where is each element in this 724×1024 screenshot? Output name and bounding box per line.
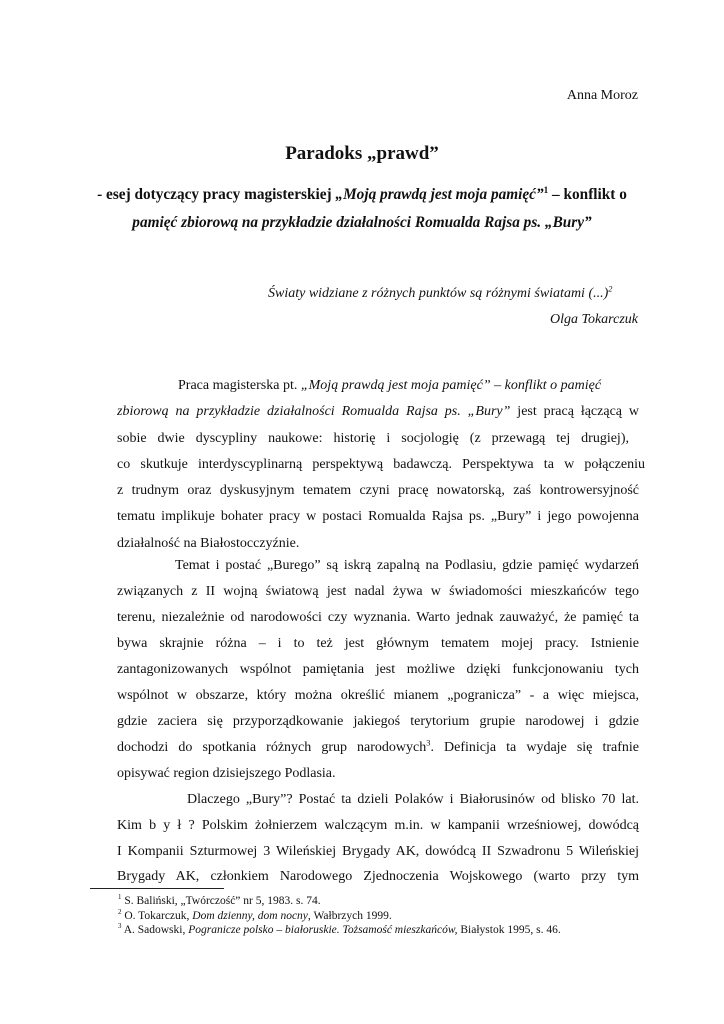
body-thesis-title: „Moją prawdą jest moja pamięć” – konflikt o pamięć bbox=[300, 378, 602, 393]
body-line: Dlaczego „Bury”? Postać ta dzieli Polaków i Białorusinów od blisko 70 lat. bbox=[187, 792, 639, 807]
subtitle-text: - esej dotyczący pracy magisterskiej bbox=[97, 186, 336, 203]
subtitle-line-2 bbox=[0, 214, 724, 232]
body-line: zantagonizowanych wspólnot pamiętania jest możliwe dzięki funkcjonowaniu tych bbox=[117, 662, 639, 677]
body-line bbox=[178, 378, 639, 394]
body-thesis-title: zbiorową na przykładzie działalności Romualda Rajsa ps. „Bury” bbox=[117, 404, 511, 419]
body-line: działalność na Białostocczyźnie. bbox=[117, 536, 300, 551]
body-text: dochodzi do spotkania różnych grup narodowych bbox=[117, 740, 427, 755]
subtitle-thesis-title: „Moją prawdą jest moja pamięć” bbox=[335, 186, 544, 203]
body-line: Kim b y ł ? Polskim żołnierzem walczącym m.in. w kampanii wrześniowej, dowódcą bbox=[117, 818, 639, 833]
body-line: co skutkuje interdyscyplinarną perspektywą badawczą. Perspektywa ta w połączeniu bbox=[117, 457, 645, 472]
subtitle-thesis-title: pamięć zbiorową na przykładzie działalności Romualda Rajsa ps. „Bury” bbox=[132, 214, 592, 231]
body-line: I Kompanii Szturmowej 3 Wileńskiej Brygady AK, dowódcą II Szwadronu 5 Wileńskiej bbox=[117, 844, 639, 859]
footnote-book-title: Pogranicze polsko – białoruskie. Tożsamość mieszkańców, bbox=[188, 924, 458, 936]
footnote-3 bbox=[118, 924, 561, 936]
body-line: Brygady AK, członkiem Narodowego Zjednoczenia Wojskowego (warto przy tym bbox=[117, 869, 639, 884]
footnote-ref-3[interactable]: 3 bbox=[426, 738, 431, 748]
footnote-text: Białystok 1995, s. 46. bbox=[457, 924, 561, 936]
body-line: Temat i postać „Burego” są iskrą zapalną na Podlasiu, gdzie pamięć wydarzeń bbox=[175, 558, 639, 573]
epigraph-text: Światy widziane z różnych punktów są różnymi światami (...) bbox=[268, 286, 609, 301]
footnote-separator bbox=[90, 888, 224, 889]
subtitle-text: – konflikt o bbox=[548, 186, 627, 203]
footnote-ref-2[interactable]: 2 bbox=[608, 284, 613, 294]
footnote-1 bbox=[118, 895, 321, 907]
body-text: . Definicja ta wydaje się trafnie bbox=[430, 740, 639, 755]
body-line: z trudnym oraz dyskusyjnym tematem czyni pracę nowatorską, zaś kontrowersyjność bbox=[117, 483, 639, 498]
body-line: tematu implikuje bohater pracy w postaci Romualda Rajsa ps. „Bury” i jego powojenna bbox=[117, 509, 639, 524]
footnote-number: 1 bbox=[118, 894, 122, 902]
body-text: Praca magisterska pt. bbox=[178, 378, 301, 393]
footnote-book-title: Dom dzienny, dom nocny bbox=[192, 910, 308, 922]
footnote-number: 3 bbox=[118, 923, 122, 931]
body-line: sobie dwie dyscypliny naukowe: historię i socjologię (z przewagą tej drugiej), bbox=[117, 431, 629, 446]
footnote-text: S. Baliński, „Twórczość” nr 5, 1983. s. 74. bbox=[121, 895, 321, 907]
footnote-text: O. Tokarczuk, bbox=[121, 910, 193, 922]
epigraph-quote bbox=[268, 286, 612, 302]
body-line: opisywać region dzisiejszego Podlasia. bbox=[117, 766, 336, 781]
footnote-2 bbox=[118, 910, 392, 922]
body-line: bywa skrajnie różna – i to też jest głównym tematem mojej pracy. Istnienie bbox=[117, 636, 639, 651]
subtitle-line-1 bbox=[0, 186, 724, 204]
essay-title: Paradoks „prawd” bbox=[285, 143, 439, 164]
body-line bbox=[117, 404, 639, 420]
body-text: jest pracą łączącą w bbox=[510, 404, 639, 419]
body-line: wspólnot w obszarze, który można określić mianem „pogranicza” - a więc miejsca, bbox=[117, 688, 639, 703]
footnote-text: A. Sadowski, bbox=[121, 924, 189, 936]
epigraph-attribution: Olga Tokarczuk bbox=[549, 312, 638, 327]
body-line: gdzie zaciera się przyporządkowanie jakiegoś terytorium grupie narodowej i gdzie bbox=[117, 714, 639, 729]
body-line: związanych z II wojną światową jest nadal żywa w świadomości mieszkańców tego bbox=[117, 584, 639, 599]
footnote-number: 2 bbox=[118, 909, 122, 917]
footnote-ref-1[interactable]: 1 bbox=[543, 184, 549, 195]
body-line bbox=[117, 740, 639, 756]
footnote-text: , Wałbrzych 1999. bbox=[307, 910, 392, 922]
body-line: terenu, niezależnie od narodowości czy wyznania. Warto jednak zauważyć, że pamięć ta bbox=[117, 610, 639, 625]
author-name: Anna Moroz bbox=[566, 88, 638, 103]
